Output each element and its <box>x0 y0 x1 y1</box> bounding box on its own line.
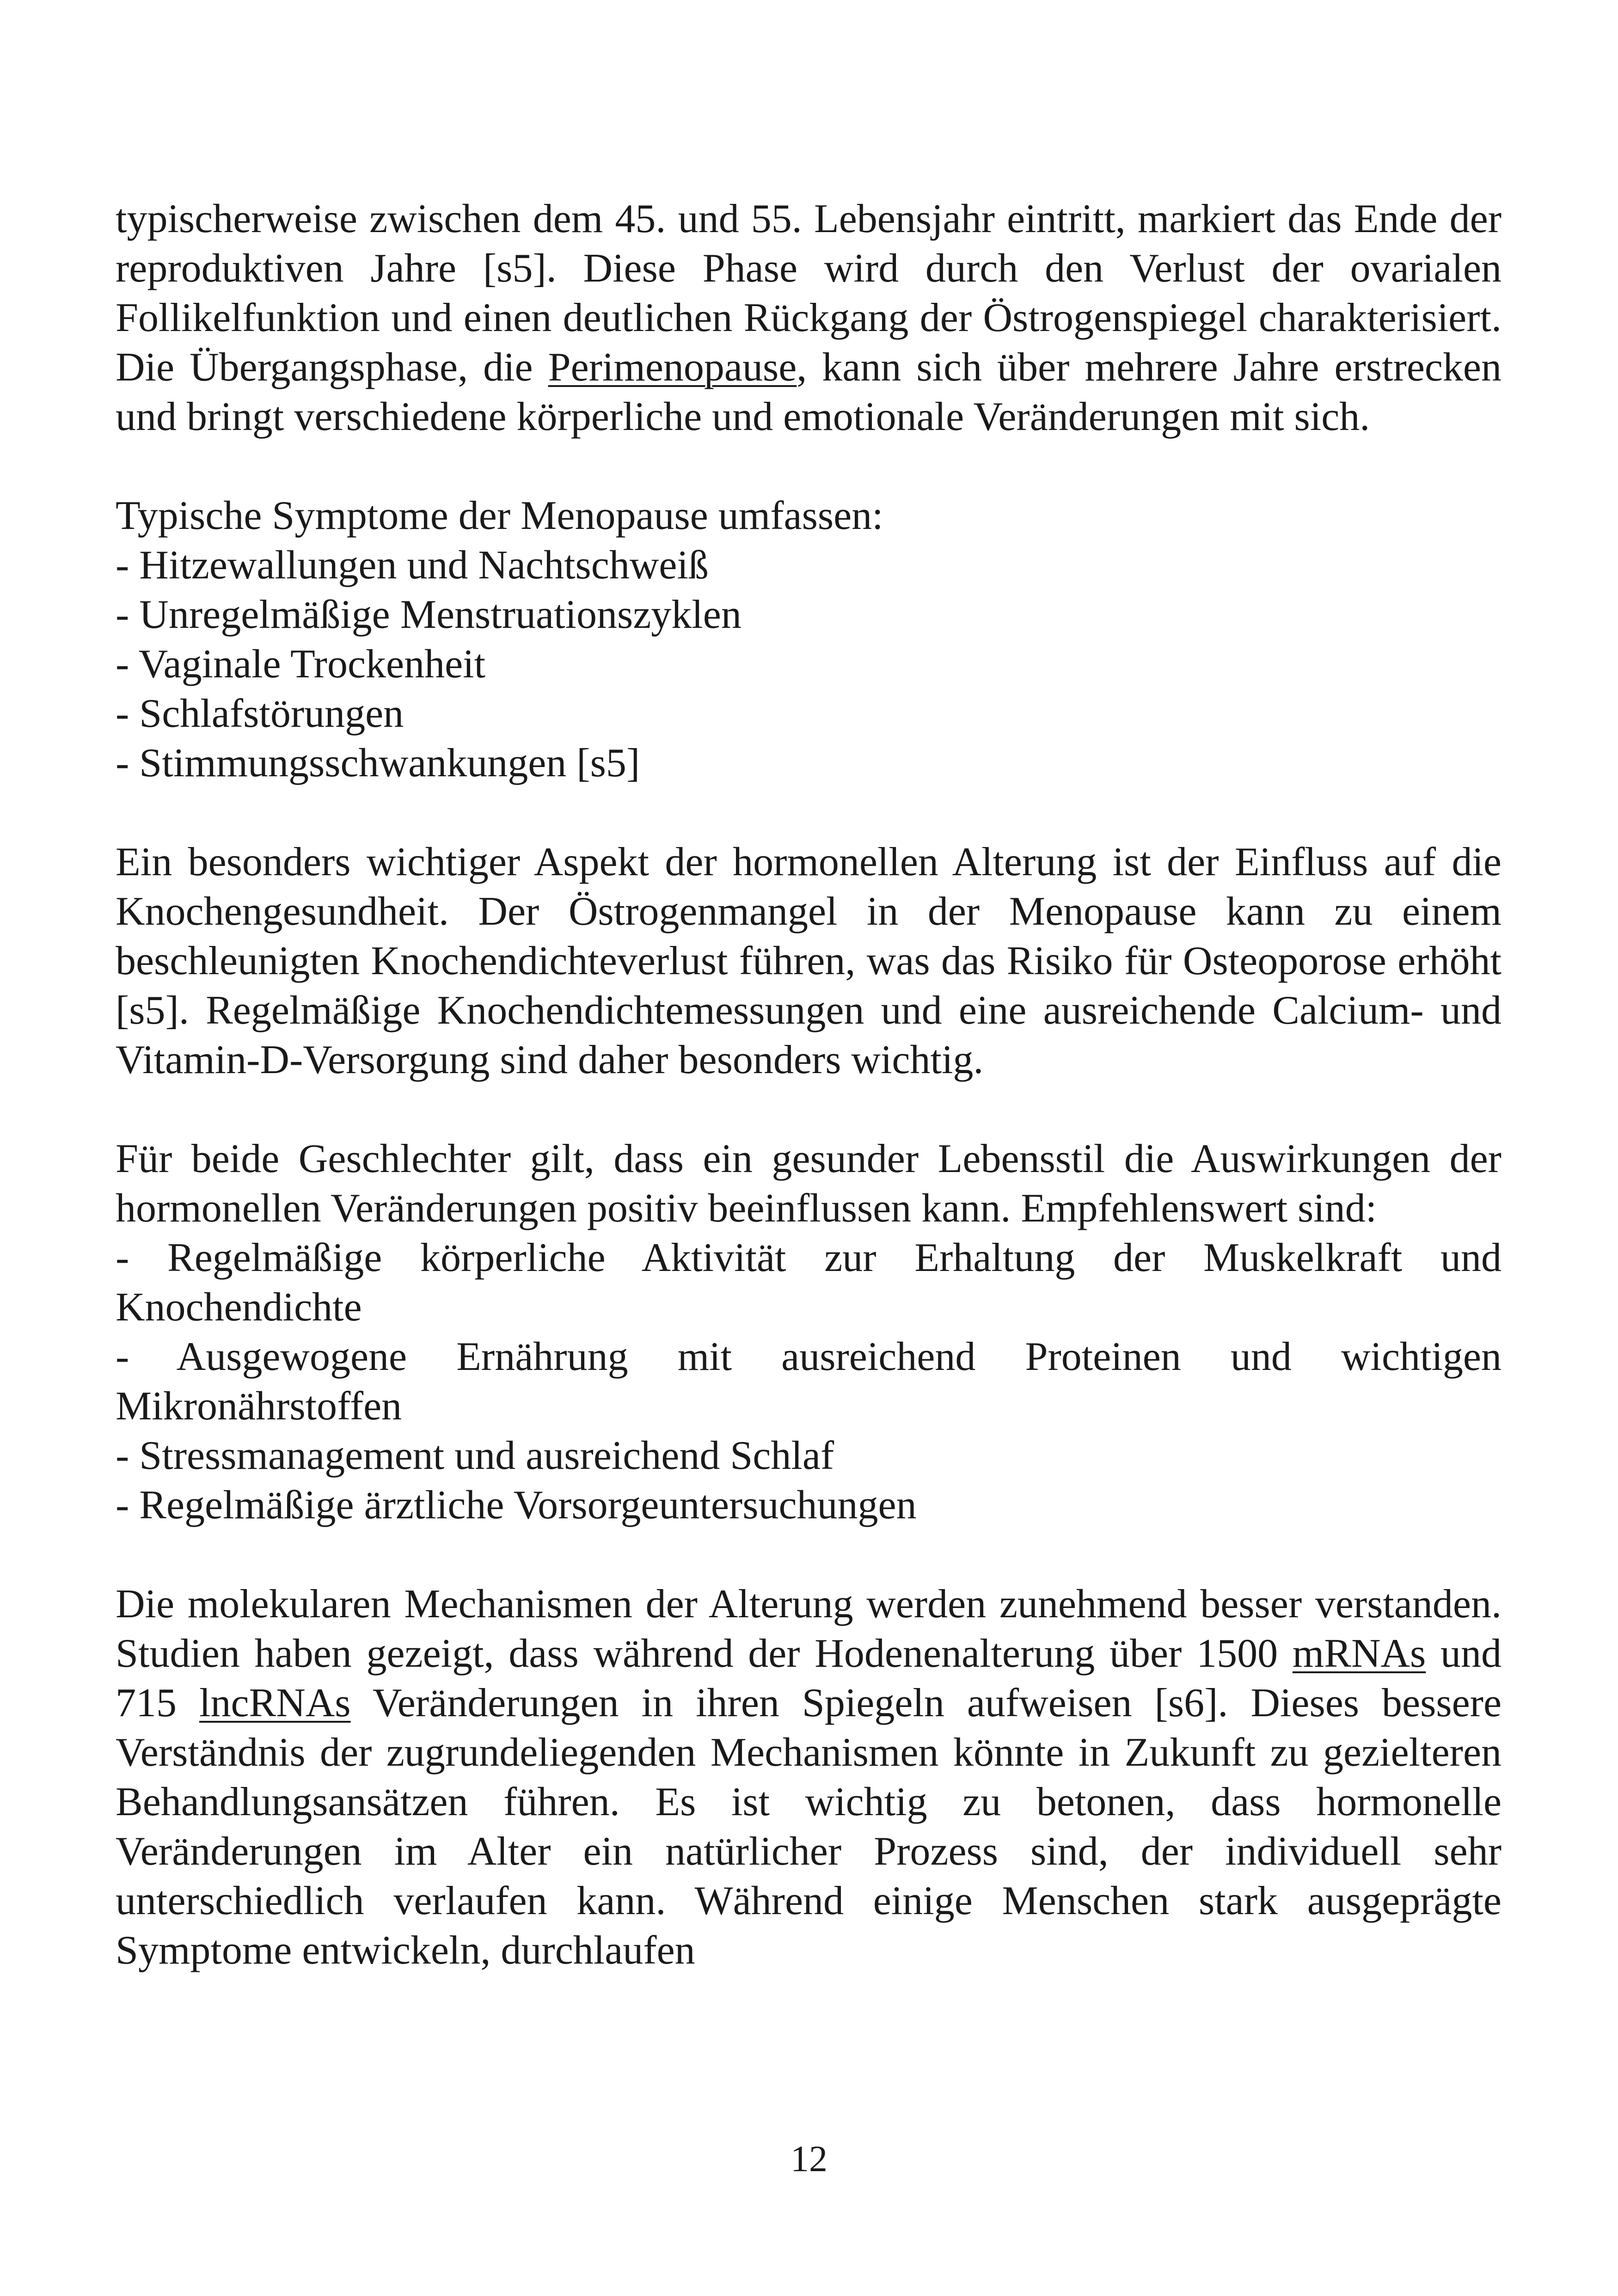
paragraph-text: typischerweise zwischen dem 45. und 55. Lebensjahr eintritt, markiert das Ende der reproduktiven Jahre [s5]. Diese Phase wird durch den Verlust der ovarialen Follikelfunktion und einen deutlichen Rückgang der Östrogenspiegel charakterisiert. Die Übergangsphase, die <box>116 196 1502 390</box>
list-item: - Regelmäßige ärztliche Vorsorgeuntersuchungen <box>116 1483 917 1528</box>
recommendations-intro: Für beide Geschlechter gilt, dass ein gesunder Lebensstil die Auswirkungen der hormonellen Veränderungen positiv beeinflussen kann. Empfehlenswert sind: <box>116 1136 1502 1231</box>
paragraph-text: Veränderungen in ihren Spiegeln aufweisen [s6]. Dieses bessere Verständnis der zugrundeliegenden Mechanismen könnte in Zukunft zu gezielteren Behandlungsansätzen führen. Es ist wichtig zu betonen, dass hormonelle Veränderungen im Alter ein natürlicher Prozess sind, der individuell sehr unterschiedlich verlaufen kann. Während einige Menschen stark ausgeprägte Symptome entwickeln, durchlaufen <box>116 1681 1502 1973</box>
list-item: - Stressmanagement und ausreichend Schlaf <box>116 1433 834 1478</box>
list-item: - Vaginale Trockenheit <box>116 642 486 687</box>
paragraph-menopause-intro <box>116 194 1502 442</box>
list-item: - Regelmäßige körperliche Aktivität zur Erhaltung der Muskelkraft und Knochendichte <box>116 1235 1502 1330</box>
recommendations-list <box>116 1233 1502 1530</box>
list-item: - Hitzewallungen und Nachtschweiß <box>116 543 709 588</box>
paragraph-bone-health: Ein besonders wichtiger Aspekt der hormonellen Alterung ist der Einfluss auf die Knochengesundheit. Der Östrogenmangel in der Menopause kann zu einem beschleunigten Knochendichteverlust führen, was das Risiko für Osteoporose erhöht [s5]. Regelmäßige Knochendichtemessungen und eine ausreichende Calcium- und Vitamin-D-Versorgung sind daher besonders wichtig. <box>116 840 1502 1082</box>
mrnas-link[interactable]: mRNAs <box>1292 1631 1426 1676</box>
list-item: - Ausgewogene Ernährung mit ausreichend Proteinen und wichtigen Mikronährstoffen <box>116 1334 1502 1429</box>
list-item: - Stimmungsschwankungen [s5] <box>116 741 640 786</box>
list-item: - Unregelmäßige Menstruationszyklen <box>116 592 742 637</box>
list-item: - Schlafstörungen <box>116 691 404 736</box>
symptoms-list <box>116 540 1502 788</box>
paragraph-text: und 715 <box>116 1631 1502 1725</box>
lncrnas-link[interactable]: lncRNAs <box>199 1681 351 1725</box>
paragraph-text: Die molekularen Mechanismen der Alterung werden zunehmend besser verstanden. Studien haben gezeigt, dass während der Hodenenalterung über 1500 <box>116 1582 1502 1676</box>
page-number: 12 <box>791 2139 827 2179</box>
symptoms-intro: Typische Symptome der Menopause umfassen: <box>116 493 883 538</box>
paragraph-text: , kann sich über mehrere Jahre erstrecken und bringt verschiedene körperliche und emotionale Veränderungen mit sich. <box>116 345 1502 439</box>
body-text <box>116 194 1502 2025</box>
perimenopause-link[interactable]: Perimenopause <box>548 345 797 390</box>
recommendations-section <box>116 1134 1502 1530</box>
symptoms-section <box>116 491 1502 788</box>
paragraph-molecular-mechanisms <box>116 1579 1502 1975</box>
